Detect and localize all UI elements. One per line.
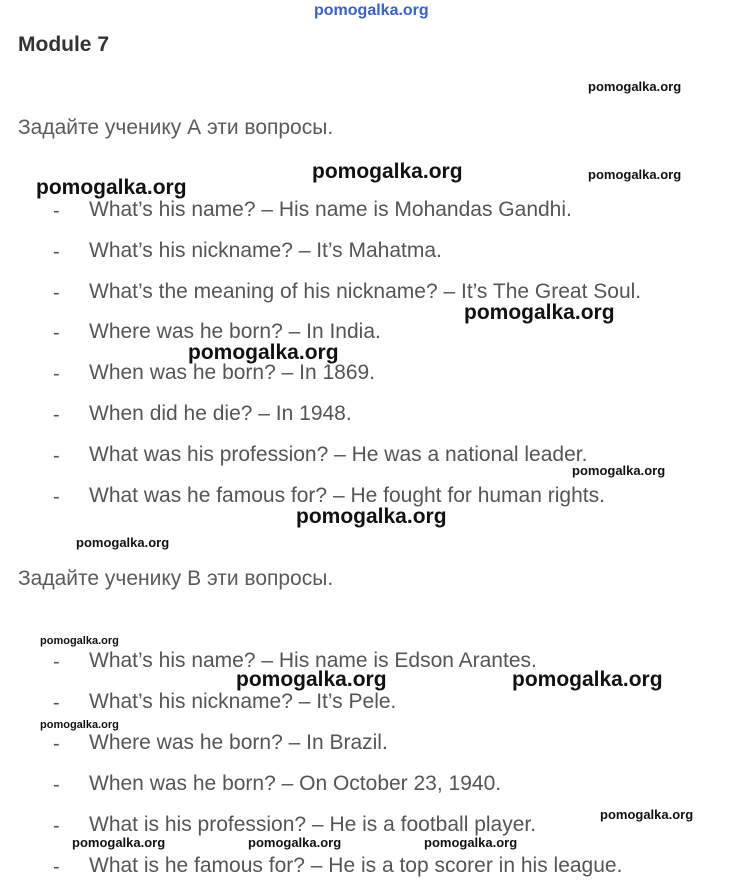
list-item: What’s his nickname? – It’s Pele.	[89, 690, 397, 713]
bullet-dash: -	[53, 856, 60, 878]
bullet-dash: -	[53, 733, 60, 755]
bullet-dash: -	[53, 200, 60, 222]
watermark: pomogalka.org	[424, 835, 518, 850]
watermark: pomogalka.org	[296, 505, 447, 528]
watermark: pomogalka.org	[512, 668, 663, 691]
watermark-top: pomogalka.org	[314, 2, 429, 19]
watermark: pomogalka.org	[588, 167, 682, 182]
bullet-dash: -	[53, 322, 60, 344]
list-item: What is he famous for? – He is a top scorer in his league.	[89, 854, 623, 877]
watermark: pomogalka.org	[36, 176, 187, 199]
bullet-dash: -	[53, 486, 60, 508]
list-item: What was he famous for? – He fought for human rights.	[89, 484, 605, 507]
watermark: pomogalka.org	[236, 668, 387, 691]
watermark: pomogalka.org	[72, 835, 166, 850]
list-item: What’s his nickname? – It’s Mahatma.	[89, 239, 442, 262]
list-item: Where was he born? – In India.	[89, 320, 381, 343]
watermark: pomogalka.org	[588, 79, 682, 94]
list-item: When was he born? – In 1869.	[89, 361, 376, 384]
bullet-dash: -	[53, 692, 60, 714]
watermark: pomogalka.org	[464, 301, 615, 324]
instruction-a: Задайте ученику А эти вопросы.	[18, 116, 334, 139]
bullet-dash: -	[53, 445, 60, 467]
list-item: What was his profession? – He was a national leader.	[89, 443, 588, 466]
watermark: pomogalka.org	[248, 835, 342, 850]
bullet-dash: -	[53, 404, 60, 426]
watermark: pomogalka.org	[40, 635, 119, 647]
watermark: pomogalka.org	[572, 463, 666, 478]
bullet-dash: -	[53, 651, 60, 673]
bullet-dash: -	[53, 774, 60, 796]
list-item: When did he die? – In 1948.	[89, 402, 352, 425]
watermark: pomogalka.org	[312, 160, 463, 183]
list-item: Where was he born? – In Brazil.	[89, 731, 388, 754]
bullet-dash: -	[53, 241, 60, 263]
bullet-dash: -	[53, 815, 60, 837]
list-item: What’s his name? – His name is Mohandas Gandhi.	[89, 198, 572, 221]
watermark: pomogalka.org	[40, 719, 119, 731]
list-item: What’s the meaning of his nickname? – It’s The Great Soul.	[89, 280, 642, 303]
list-item: What’s his name? – His name is Edson Arantes.	[89, 649, 537, 672]
watermark: pomogalka.org	[188, 341, 339, 364]
bullet-dash: -	[53, 363, 60, 385]
list-item: When was he born? – On October 23, 1940.	[89, 772, 502, 795]
instruction-b: Задайте ученику В эти вопросы.	[18, 567, 334, 590]
bullet-dash: -	[53, 282, 60, 304]
module-title: Module 7	[18, 33, 110, 56]
watermark: pomogalka.org	[600, 807, 694, 822]
list-item: What is his profession? – He is a football player.	[89, 813, 537, 836]
watermark: pomogalka.org	[76, 535, 170, 550]
